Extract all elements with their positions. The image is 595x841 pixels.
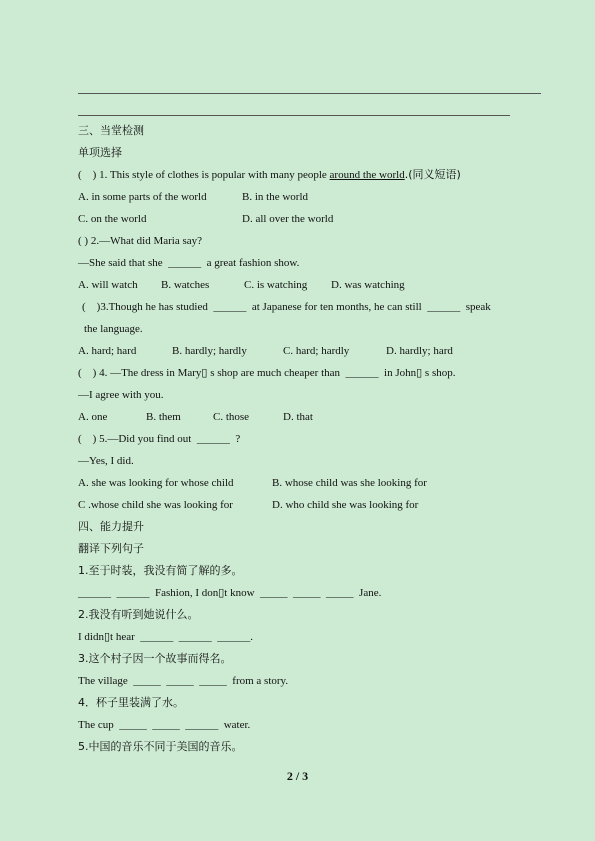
q1-option-b: B. in the world: [242, 191, 308, 203]
translate-item-2-cn: 2.我没有听到她说什么。: [78, 608, 199, 621]
single-choice-heading: 单项选择: [78, 146, 122, 159]
q5-stem: ( ) 5.—Did you find out ______ ?: [78, 433, 241, 445]
translate-heading: 翻译下列句子: [78, 542, 144, 555]
q4-option-d: D. that: [283, 411, 313, 423]
q4-option-a: A. one: [78, 411, 108, 423]
section-4-heading: 四、能力提升: [78, 520, 144, 533]
q3-line2: the language.: [84, 323, 143, 335]
section-3-heading: 三、当堂检测: [78, 124, 144, 137]
translate-item-3-cn: 3.这个村子因一个故事而得名。: [78, 652, 232, 665]
q3-option-a: A. hard; hard: [78, 345, 137, 357]
q4-stem: ( ) 4. —The dress in Mary▯ s shop are much cheaper than ______ in John▯ s shop.: [78, 367, 456, 379]
answer-rule-2: [78, 115, 510, 116]
q5-option-d: D. who child she was looking for: [272, 499, 419, 511]
q1-underlined-phrase: around the world: [329, 169, 405, 181]
q5-line2: —Yes, I did.: [78, 455, 134, 467]
q2-option-a: A. will watch: [78, 279, 138, 291]
q1-option-d: D. all over the world: [242, 213, 334, 225]
q4-line2: —I agree with you.: [78, 389, 164, 401]
q1-option-a: A. in some parts of the world: [78, 191, 207, 203]
q3-option-d: D. hardly; hard: [386, 345, 453, 357]
translate-item-1-cn: 1.至于时装，我没有简了解的多。: [78, 564, 243, 577]
translate-item-3-en: The village _____ _____ _____ from a story.: [78, 675, 289, 687]
q1-stem: [78, 168, 461, 182]
answer-rule-1: [78, 93, 541, 94]
page-number: 2 / 3: [286, 769, 309, 783]
q1-stem-text: ( ) 1. This style of clothes is popular with many people: [78, 169, 330, 181]
q1-hint: .(同义短语): [404, 168, 461, 181]
q2-option-c: C. is watching: [244, 279, 308, 291]
q2-line2: —She said that she ______ a great fashion show.: [78, 257, 300, 269]
q4-option-c: C. those: [213, 411, 250, 423]
q5-option-a: A. she was looking for whose child: [78, 477, 234, 489]
q5-option-c: C .whose child she was looking for: [78, 499, 233, 511]
q2-stem: ( ) 2.—What did Maria say?: [78, 235, 203, 247]
q2-option-d: D. was watching: [331, 279, 405, 291]
q4-option-b: B. them: [146, 411, 181, 423]
q3-option-c: C. hard; hardly: [283, 345, 350, 357]
q5-option-b: B. whose child was she looking for: [272, 477, 427, 489]
q3-option-b: B. hardly; hardly: [172, 345, 247, 357]
translate-item-4-en: The cup _____ _____ ______ water.: [78, 719, 251, 731]
translate-item-1-en: ______ ______ Fashion, I don▯t know _____ _____ _____ Jane.: [78, 587, 382, 599]
q1-option-c: C. on the world: [78, 213, 147, 225]
translate-item-2-en: I didn▯t hear ______ ______ ______.: [78, 631, 254, 643]
translate-item-5-cn: 5.中国的音乐不同于美国的音乐。: [78, 740, 243, 753]
q2-option-b: B. watches: [161, 279, 210, 291]
translate-item-4-cn: 4．杯子里装满了水。: [78, 696, 184, 709]
q3-stem: ( )3.Though he has studied ______ at Japanese for ten months, he can still ______ speak: [82, 301, 491, 313]
